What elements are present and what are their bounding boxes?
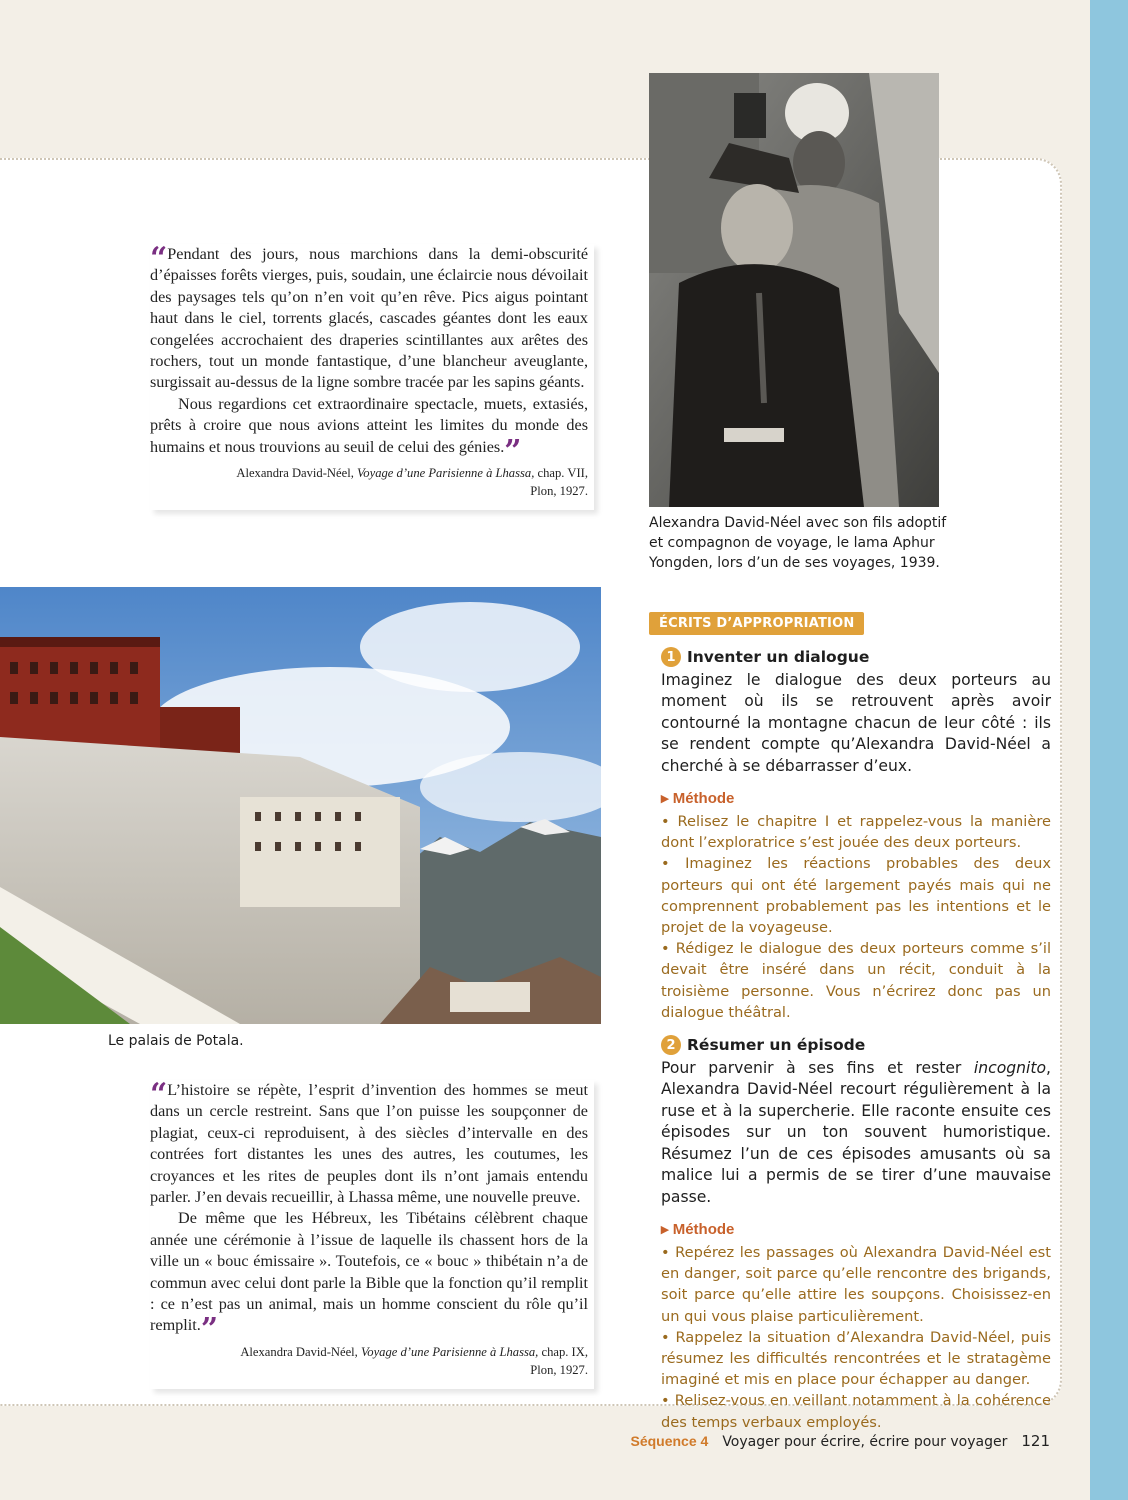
method-item: • Rédigez le dialogue des deux porteurs comme s’il devait être inséré dans un récit, conduit à la troisième personne. Vous n’écrirez donc pas un dialogue théâtral. (661, 940, 1051, 1021)
quote-1-paragraph-1: “Pendant des jours, nous marchions dans la demi-obscurité d’épaisses forêts vierges, puis, soudain, une éclaircie nous dévoilait des paysages tels qu’on n’en voit qu’en rêve. Pics aigus pointant haut dans le ciel, torrents glacés, cascades géantes dont les eaux congelées accrochaient des draperies scintillantes aux arêtes des rochers, tout un monde fantastique, d’une blancheur aveuglante, surgissait au-dessus de la ligne sombre tracée par les sapins géants. (150, 241, 588, 392)
method-item: • Rappelez la situation d’Alexandra David-Néel, puis résumez les difficultés rencontrées et le stratagème imaginé et mis en place pour échapper au danger. (661, 1328, 1051, 1389)
triangle-icon: ▸ (661, 790, 673, 808)
quote-excerpt-2 (150, 1077, 594, 1389)
activity-1-method-list (661, 811, 1051, 1023)
quote-excerpt-1 (150, 241, 594, 510)
page-footer (630, 1432, 1050, 1450)
quote-1-paragraph-2: Nous regardions cet extraordinaire spectacle, muets, extasiés, prêts à croire que nous avions atteint les limites du monde des humains et nous trouvions au seuil de celui des génies.” (150, 394, 588, 469)
activity-1-method-title: ▸ Méthode (661, 790, 735, 808)
activity-1-title: 1 Inventer un dialogue (661, 647, 1051, 667)
sequence-title: Voyager pour écrire, écrire pour voyager (722, 1434, 1008, 1450)
writing-activities (649, 612, 1051, 1433)
close-quote-icon: ” (200, 1312, 219, 1348)
side-color-strip (1090, 0, 1128, 1500)
activity-1-instructions: Imaginez le dialogue des deux porteurs au moment où ils se retrouvent après avoir contourné la montagne chacun de leur côté : ils se rendent compte qu’Alexandra David-Néel a cherché à se débarrasser d’eux. (661, 671, 1051, 775)
page-number: 121 (1021, 1432, 1050, 1450)
activity-number-icon: 2 (661, 1035, 681, 1055)
method-item: • Repérez les passages où Alexandra David-Néel est en danger, soit parce qu’elle rencontre des brigands, soit parce qu’elle attire les soupçons. Choisissez-en un qui vous plaise particulièrement. (661, 1243, 1051, 1325)
quote-2-paragraph-1: “L’histoire se répète, l’esprit d’invention des hommes se meut dans un cercle restreint. Sans que l’on puisse les soupçonner de plagiat, ceux-ci reproduisent, à des siècles d’intervalle en des contrées fort distantes les unes des autres, les coutumes, les croyances et les rites de peuples dont ils n’ont jamais entendu parler. J’en devais recueillir, à Lhassa même, une nouvelle preuve. (150, 1077, 588, 1207)
activity-2-method-list (661, 1242, 1051, 1433)
open-quote-icon: “ (150, 241, 168, 276)
activity-2-method-title: ▸ Méthode (661, 1220, 735, 1238)
potala-palace-photo (0, 587, 601, 1024)
sequence-label: Séquence 4 (630, 1433, 709, 1449)
close-quote-icon: ” (504, 433, 522, 469)
activity-2-instructions: Pour parvenir à ses fins et rester incognito, Alexandra David-Néel recourt régulièrement à la ruse et à la supercherie. Elle raconte ensuite ces épisodes sur un ton souvent humoristique. Résumez l’un de ces épisodes amusants où sa malice lui a permis de se tirer d’une mauvaise passe. (661, 1059, 1051, 1206)
quote-1-source: Alexandra David-Néel, Voyage d’une Parisienne à Lhassa, chap. VII, Plon, 1927. (236, 466, 588, 499)
activity-2 (661, 1035, 1051, 1433)
triangle-icon: ▸ (661, 1220, 673, 1238)
method-item: • Relisez-vous en veillant notamment à la cohérence des temps verbaux employés. (661, 1392, 1051, 1431)
quote-2-source: Alexandra David-Néel, Voyage d’une Parisienne à Lhassa, chap. IX, Plon, 1927. (240, 1344, 588, 1377)
potala-caption: Le palais de Potala. (108, 1033, 244, 1049)
method-item: • Relisez le chapitre I et rappelez-vous la manière dont l’exploratrice s’est jouée des deux porteurs. (661, 813, 1051, 852)
portrait-caption: Alexandra David-Néel avec son fils adoptif et compagnon de voyage, le lama Aphur Yongden, lors d’un de ses voyages, 1939. (649, 515, 947, 571)
activity-2-title: 2 Résumer un épisode (661, 1035, 1051, 1055)
method-item: • Imaginez les réactions probables des deux porteurs qui ont été largement payés mais qui ne comprennent probablement pas les intentions et le projet de la voyageuse. (661, 855, 1051, 937)
activities-badge: ÉCRITS D’APPROPRIATION (649, 612, 864, 635)
quote-2-paragraph-2: De même que les Hébreux, les Tibétains célèbrent chaque année une cérémonie à l’issue de laquelle ils chassent hors de la ville un « bouc émissaire ». Toutefois, ce « bouc » thibétain n’a de commun avec celui dont parle la Bible que la fonction qu’il remplit : ce n’est pas un animal, mais un homme conscient du rôle qu’il remplit.” (150, 1209, 588, 1348)
activity-1 (661, 647, 1051, 1023)
portrait-photo (649, 73, 939, 507)
activity-number-icon: 1 (661, 647, 681, 667)
open-quote-icon: “ (150, 1077, 168, 1112)
